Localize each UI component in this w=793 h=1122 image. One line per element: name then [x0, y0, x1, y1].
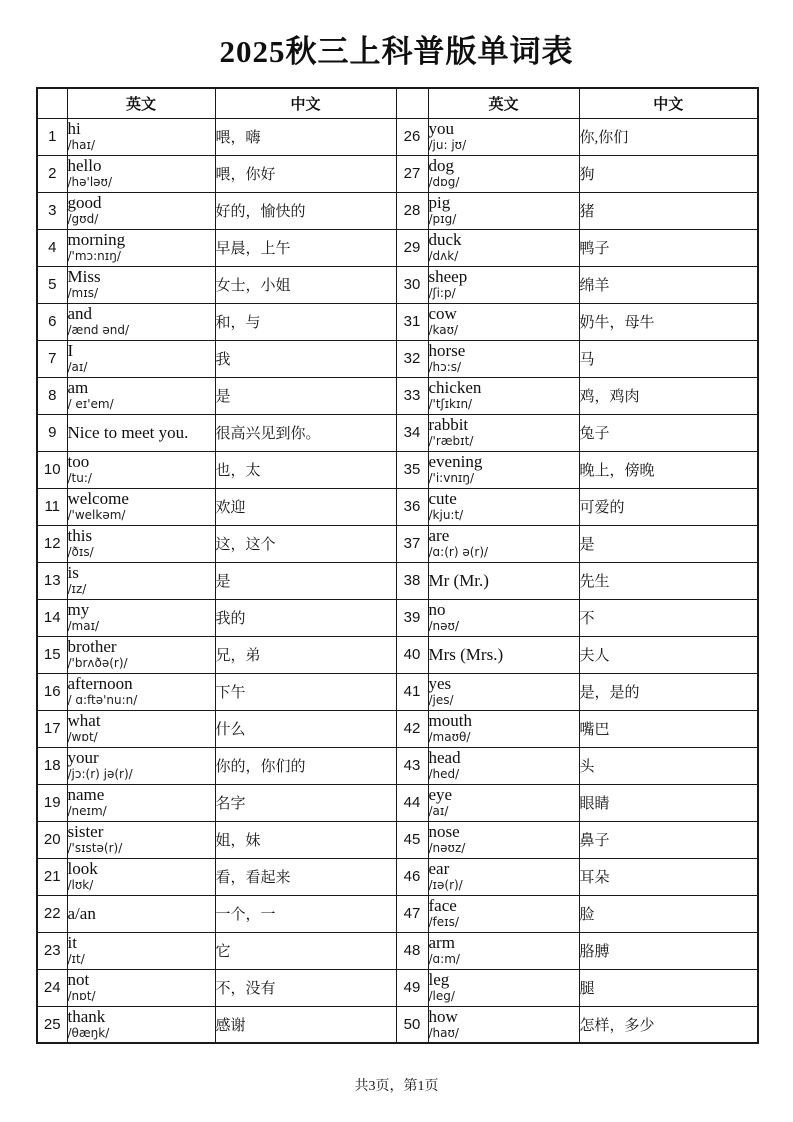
english-word: Nice to meet you.	[67, 422, 189, 442]
phonetic: /'sɪstə(r)/	[67, 841, 123, 856]
english-cell	[428, 340, 579, 377]
chinese-meaning: 腿	[579, 969, 758, 1006]
chinese-meaning: 什么	[215, 710, 396, 747]
header-english-left: 英文	[67, 88, 215, 118]
english-cell	[67, 969, 215, 1006]
english-word: evening	[428, 452, 483, 472]
phonetic: /aɪ/	[67, 360, 88, 375]
english-cell	[67, 340, 215, 377]
english-cell	[67, 636, 215, 673]
phonetic: / eɪ'em/	[67, 397, 114, 412]
chinese-meaning: 不	[579, 599, 758, 636]
row-number: 29	[396, 229, 428, 266]
english-word: name	[67, 785, 105, 805]
row-number: 10	[37, 451, 67, 488]
row-number: 1	[37, 118, 67, 155]
english-word: good	[67, 193, 102, 213]
chinese-meaning: 兔子	[579, 414, 758, 451]
header-chinese-right: 中文	[579, 88, 758, 118]
english-word: Miss	[67, 267, 101, 287]
english-word: morning	[67, 230, 126, 250]
chinese-meaning: 是	[579, 525, 758, 562]
chinese-meaning: 你的，你们的	[215, 747, 396, 784]
chinese-meaning: 眼睛	[579, 784, 758, 821]
english-cell	[428, 858, 579, 895]
table-row	[37, 340, 758, 377]
english-cell	[67, 451, 215, 488]
chinese-meaning: 怎样，多少	[579, 1006, 758, 1043]
phonetic: /haɪ/	[67, 138, 96, 153]
phonetic: /ɪt/	[67, 952, 85, 967]
row-number: 32	[396, 340, 428, 377]
english-cell	[428, 303, 579, 340]
header-chinese-left: 中文	[215, 88, 396, 118]
row-number: 28	[396, 192, 428, 229]
english-cell	[67, 562, 215, 599]
phonetic: /'brʌðə(r)/	[67, 656, 128, 671]
chinese-meaning: 欢迎	[215, 488, 396, 525]
row-number: 37	[396, 525, 428, 562]
english-cell	[67, 747, 215, 784]
english-word: are	[428, 526, 450, 546]
phonetic: /nɒt/	[67, 989, 96, 1004]
row-number: 48	[396, 932, 428, 969]
row-number: 40	[396, 636, 428, 673]
row-number: 13	[37, 562, 67, 599]
english-word: nose	[428, 822, 460, 842]
row-number: 8	[37, 377, 67, 414]
row-number: 39	[396, 599, 428, 636]
phonetic: /leg/	[428, 989, 455, 1004]
row-number: 6	[37, 303, 67, 340]
english-cell	[67, 414, 215, 451]
english-cell	[67, 784, 215, 821]
english-word: arm	[428, 933, 455, 953]
english-word: hello	[67, 156, 102, 176]
chinese-meaning: 马	[579, 340, 758, 377]
word-table	[36, 87, 759, 1044]
row-number: 27	[396, 155, 428, 192]
chinese-meaning: 脸	[579, 895, 758, 932]
phonetic: / ɑ:ftə'nu:n/	[67, 693, 138, 708]
row-number: 46	[396, 858, 428, 895]
chinese-meaning: 也，太	[215, 451, 396, 488]
english-cell	[67, 303, 215, 340]
english-word: ear	[428, 859, 450, 879]
phonetic: /ænd ənd/	[67, 323, 130, 338]
english-word: a/an	[67, 903, 96, 923]
table-row	[37, 488, 758, 525]
chinese-meaning: 我的	[215, 599, 396, 636]
table-row	[37, 229, 758, 266]
chinese-meaning: 我	[215, 340, 396, 377]
english-word: rabbit	[428, 415, 469, 435]
english-cell	[428, 525, 579, 562]
row-number: 16	[37, 673, 67, 710]
english-cell	[428, 747, 579, 784]
header-english-right: 英文	[428, 88, 579, 118]
table-row	[37, 377, 758, 414]
row-number: 34	[396, 414, 428, 451]
page-number-footer: 共3页，第1页	[354, 1079, 439, 1095]
phonetic: /ɪz/	[67, 582, 87, 597]
table-row	[37, 932, 758, 969]
chinese-meaning: 下午	[215, 673, 396, 710]
row-number: 43	[396, 747, 428, 784]
phonetic: /ðɪs/	[67, 545, 94, 560]
phonetic: /neɪm/	[67, 804, 107, 819]
english-cell	[428, 636, 579, 673]
english-cell	[67, 525, 215, 562]
row-number: 33	[396, 377, 428, 414]
chinese-meaning: 很高兴见到你。	[215, 414, 396, 451]
phonetic: /maɪ/	[67, 619, 100, 634]
phonetic: /'tʃɪkɪn/	[428, 397, 473, 412]
english-word: sister	[67, 822, 104, 842]
chinese-meaning: 头	[579, 747, 758, 784]
english-word: dog	[428, 156, 454, 176]
chinese-meaning: 鼻子	[579, 821, 758, 858]
phonetic: /θæŋk/	[67, 1025, 110, 1040]
chinese-meaning: 看，看起来	[215, 858, 396, 895]
chinese-meaning: 鸭子	[579, 229, 758, 266]
table-row	[37, 784, 758, 821]
english-cell	[67, 229, 215, 266]
chinese-meaning: 可爱的	[579, 488, 758, 525]
english-word: I	[67, 341, 74, 361]
row-number: 41	[396, 673, 428, 710]
table-row	[37, 525, 758, 562]
table-row	[37, 673, 758, 710]
chinese-meaning: 姐，妹	[215, 821, 396, 858]
phonetic: /hə'ləʊ/	[67, 175, 113, 190]
english-word: mouth	[428, 711, 472, 731]
english-word: eye	[428, 785, 453, 805]
phonetic: /dɒg/	[428, 175, 460, 190]
english-cell	[428, 192, 579, 229]
phonetic: /wɒt/	[67, 730, 98, 745]
chinese-meaning: 和，与	[215, 303, 396, 340]
phonetic: /ʃi:p/	[428, 286, 456, 301]
phonetic: /hɔ:s/	[428, 360, 462, 375]
english-word: welcome	[67, 489, 129, 509]
english-cell	[67, 118, 215, 155]
phonetic: /hed/	[428, 767, 460, 782]
row-number: 7	[37, 340, 67, 377]
row-number: 4	[37, 229, 67, 266]
english-cell	[428, 266, 579, 303]
header-row	[37, 88, 758, 118]
row-number: 38	[396, 562, 428, 599]
row-number: 31	[396, 303, 428, 340]
row-number: 9	[37, 414, 67, 451]
english-word: brother	[67, 637, 117, 657]
table-row	[37, 303, 758, 340]
english-cell	[428, 710, 579, 747]
table-row	[37, 821, 758, 858]
phonetic: /lʊk/	[67, 878, 94, 893]
english-cell	[428, 488, 579, 525]
row-number: 3	[37, 192, 67, 229]
table-row	[37, 155, 758, 192]
phonetic: /ju: jʊ/	[428, 138, 467, 153]
row-number: 5	[37, 266, 67, 303]
english-cell	[428, 895, 579, 932]
row-number: 36	[396, 488, 428, 525]
english-cell	[67, 932, 215, 969]
english-word: Mrs (Mrs.)	[428, 644, 504, 664]
row-number: 25	[37, 1006, 67, 1043]
row-number: 44	[396, 784, 428, 821]
chinese-meaning: 喂，嗨	[215, 118, 396, 155]
phonetic: /dʌk/	[428, 249, 459, 264]
phonetic: /gʊd/	[67, 212, 99, 227]
english-cell	[67, 377, 215, 414]
chinese-meaning: 感谢	[215, 1006, 396, 1043]
english-word: cow	[428, 304, 457, 324]
english-cell	[67, 266, 215, 303]
english-cell	[428, 377, 579, 414]
english-cell	[67, 710, 215, 747]
phonetic: /jes/	[428, 693, 454, 708]
chinese-meaning: 喂，你好	[215, 155, 396, 192]
english-word: look	[67, 859, 98, 879]
phonetic: /mɪs/	[67, 286, 98, 301]
english-word: how	[428, 1006, 458, 1026]
chinese-meaning: 不，没有	[215, 969, 396, 1006]
english-word: too	[67, 452, 90, 472]
chinese-meaning: 狗	[579, 155, 758, 192]
english-word: Mr (Mr.)	[428, 570, 489, 590]
chinese-meaning: 猪	[579, 192, 758, 229]
row-number: 45	[396, 821, 428, 858]
table-row	[37, 747, 758, 784]
row-number: 17	[37, 710, 67, 747]
row-number: 24	[37, 969, 67, 1006]
chinese-meaning: 兄，弟	[215, 636, 396, 673]
chinese-meaning: 奶牛，母牛	[579, 303, 758, 340]
chinese-meaning: 它	[215, 932, 396, 969]
english-word: am	[67, 378, 89, 398]
phonetic: /jɔ:(r) jə(r)/	[67, 767, 133, 782]
chinese-meaning: 女士，小姐	[215, 266, 396, 303]
row-number: 14	[37, 599, 67, 636]
phonetic: /haʊ/	[428, 1025, 459, 1040]
phonetic: /nəʊ/	[428, 619, 459, 634]
row-number: 35	[396, 451, 428, 488]
table-row	[37, 562, 758, 599]
english-cell	[428, 451, 579, 488]
phonetic: /'welkəm/	[67, 508, 126, 523]
phonetic: /ɪə(r)/	[428, 878, 463, 893]
table-row	[37, 414, 758, 451]
chinese-meaning: 鸡，鸡肉	[579, 377, 758, 414]
chinese-meaning: 名字	[215, 784, 396, 821]
chinese-meaning: 是	[215, 377, 396, 414]
table-row	[37, 858, 758, 895]
row-number: 12	[37, 525, 67, 562]
chinese-meaning: 绵羊	[579, 266, 758, 303]
english-cell	[67, 858, 215, 895]
row-number: 30	[396, 266, 428, 303]
phonetic: /feɪs/	[428, 915, 459, 930]
row-number: 20	[37, 821, 67, 858]
english-cell	[428, 1006, 579, 1043]
english-cell	[67, 599, 215, 636]
english-word: you	[428, 119, 454, 139]
row-number: 21	[37, 858, 67, 895]
english-word: chicken	[428, 378, 482, 398]
row-number: 2	[37, 155, 67, 192]
english-cell	[428, 969, 579, 1006]
english-word: afternoon	[67, 674, 133, 694]
english-word: head	[428, 748, 461, 768]
header-number-right	[396, 88, 428, 118]
row-number: 11	[37, 488, 67, 525]
english-cell	[67, 155, 215, 192]
english-cell	[67, 1006, 215, 1043]
phonetic: /'ræbɪt/	[428, 434, 474, 449]
english-cell	[428, 229, 579, 266]
table-row	[37, 636, 758, 673]
chinese-meaning: 晚上，傍晚	[579, 451, 758, 488]
english-word: horse	[428, 341, 466, 361]
table-row	[37, 192, 758, 229]
english-word: my	[67, 600, 90, 620]
phonetic: /tu:/	[67, 471, 92, 486]
english-cell	[428, 562, 579, 599]
english-word: is	[67, 563, 79, 583]
phonetic: /nəʊz/	[428, 841, 466, 856]
table-row	[37, 710, 758, 747]
english-word: hi	[67, 119, 81, 139]
english-cell	[428, 784, 579, 821]
chinese-meaning: 胳膊	[579, 932, 758, 969]
phonetic: /maʊθ/	[428, 730, 471, 745]
english-cell	[428, 414, 579, 451]
phonetic: /'mɔ:nɪŋ/	[67, 249, 121, 264]
english-word: no	[428, 600, 446, 620]
phonetic: /aɪ/	[428, 804, 449, 819]
row-number: 23	[37, 932, 67, 969]
english-word: this	[67, 526, 93, 546]
phonetic: /kaʊ/	[428, 323, 459, 338]
chinese-meaning: 耳朵	[579, 858, 758, 895]
english-cell	[67, 895, 215, 932]
english-word: cute	[428, 489, 457, 509]
english-word: what	[67, 711, 101, 731]
english-word: thank	[67, 1006, 106, 1026]
english-cell	[67, 488, 215, 525]
chinese-meaning: 先生	[579, 562, 758, 599]
chinese-meaning: 你,你们	[579, 118, 758, 155]
chinese-meaning: 夫人	[579, 636, 758, 673]
english-word: leg	[428, 970, 450, 990]
row-number: 19	[37, 784, 67, 821]
header-number-left	[37, 88, 67, 118]
chinese-meaning: 嘴巴	[579, 710, 758, 747]
table-row	[37, 118, 758, 155]
english-word: your	[67, 748, 99, 768]
table-row	[37, 266, 758, 303]
english-cell	[428, 599, 579, 636]
chinese-meaning: 一个，一	[215, 895, 396, 932]
english-cell	[428, 932, 579, 969]
english-cell	[428, 118, 579, 155]
english-cell	[67, 192, 215, 229]
phonetic: /kju:t/	[428, 508, 464, 523]
english-word: it	[67, 933, 77, 953]
table-row	[37, 1006, 758, 1043]
english-cell	[428, 821, 579, 858]
chinese-meaning: 是	[215, 562, 396, 599]
english-word: yes	[428, 674, 452, 694]
english-cell	[67, 673, 215, 710]
chinese-meaning: 是，是的	[579, 673, 758, 710]
phonetic: /pɪg/	[428, 212, 457, 227]
row-number: 15	[37, 636, 67, 673]
english-word: and	[67, 304, 93, 324]
row-number: 26	[396, 118, 428, 155]
english-word: not	[67, 970, 90, 990]
chinese-meaning: 好的，愉快的	[215, 192, 396, 229]
row-number: 18	[37, 747, 67, 784]
table-row	[37, 599, 758, 636]
row-number: 42	[396, 710, 428, 747]
phonetic: /ɑ:m/	[428, 952, 460, 967]
chinese-meaning: 早晨，上午	[215, 229, 396, 266]
row-number: 47	[396, 895, 428, 932]
chinese-meaning: 这，这个	[215, 525, 396, 562]
table-row	[37, 451, 758, 488]
page-title: 2025秋三上科普版单词表	[219, 34, 574, 69]
table-row	[37, 969, 758, 1006]
row-number: 50	[396, 1006, 428, 1043]
english-word: pig	[428, 193, 451, 213]
english-cell	[428, 673, 579, 710]
row-number: 22	[37, 895, 67, 932]
row-number: 49	[396, 969, 428, 1006]
phonetic: /'i:vnɪŋ/	[428, 471, 475, 486]
english-word: face	[428, 896, 457, 916]
english-cell	[428, 155, 579, 192]
english-word: duck	[428, 230, 462, 250]
table-row	[37, 895, 758, 932]
phonetic: /ɑ:(r) ə(r)/	[428, 545, 489, 560]
english-cell	[67, 821, 215, 858]
english-word: sheep	[428, 267, 468, 287]
